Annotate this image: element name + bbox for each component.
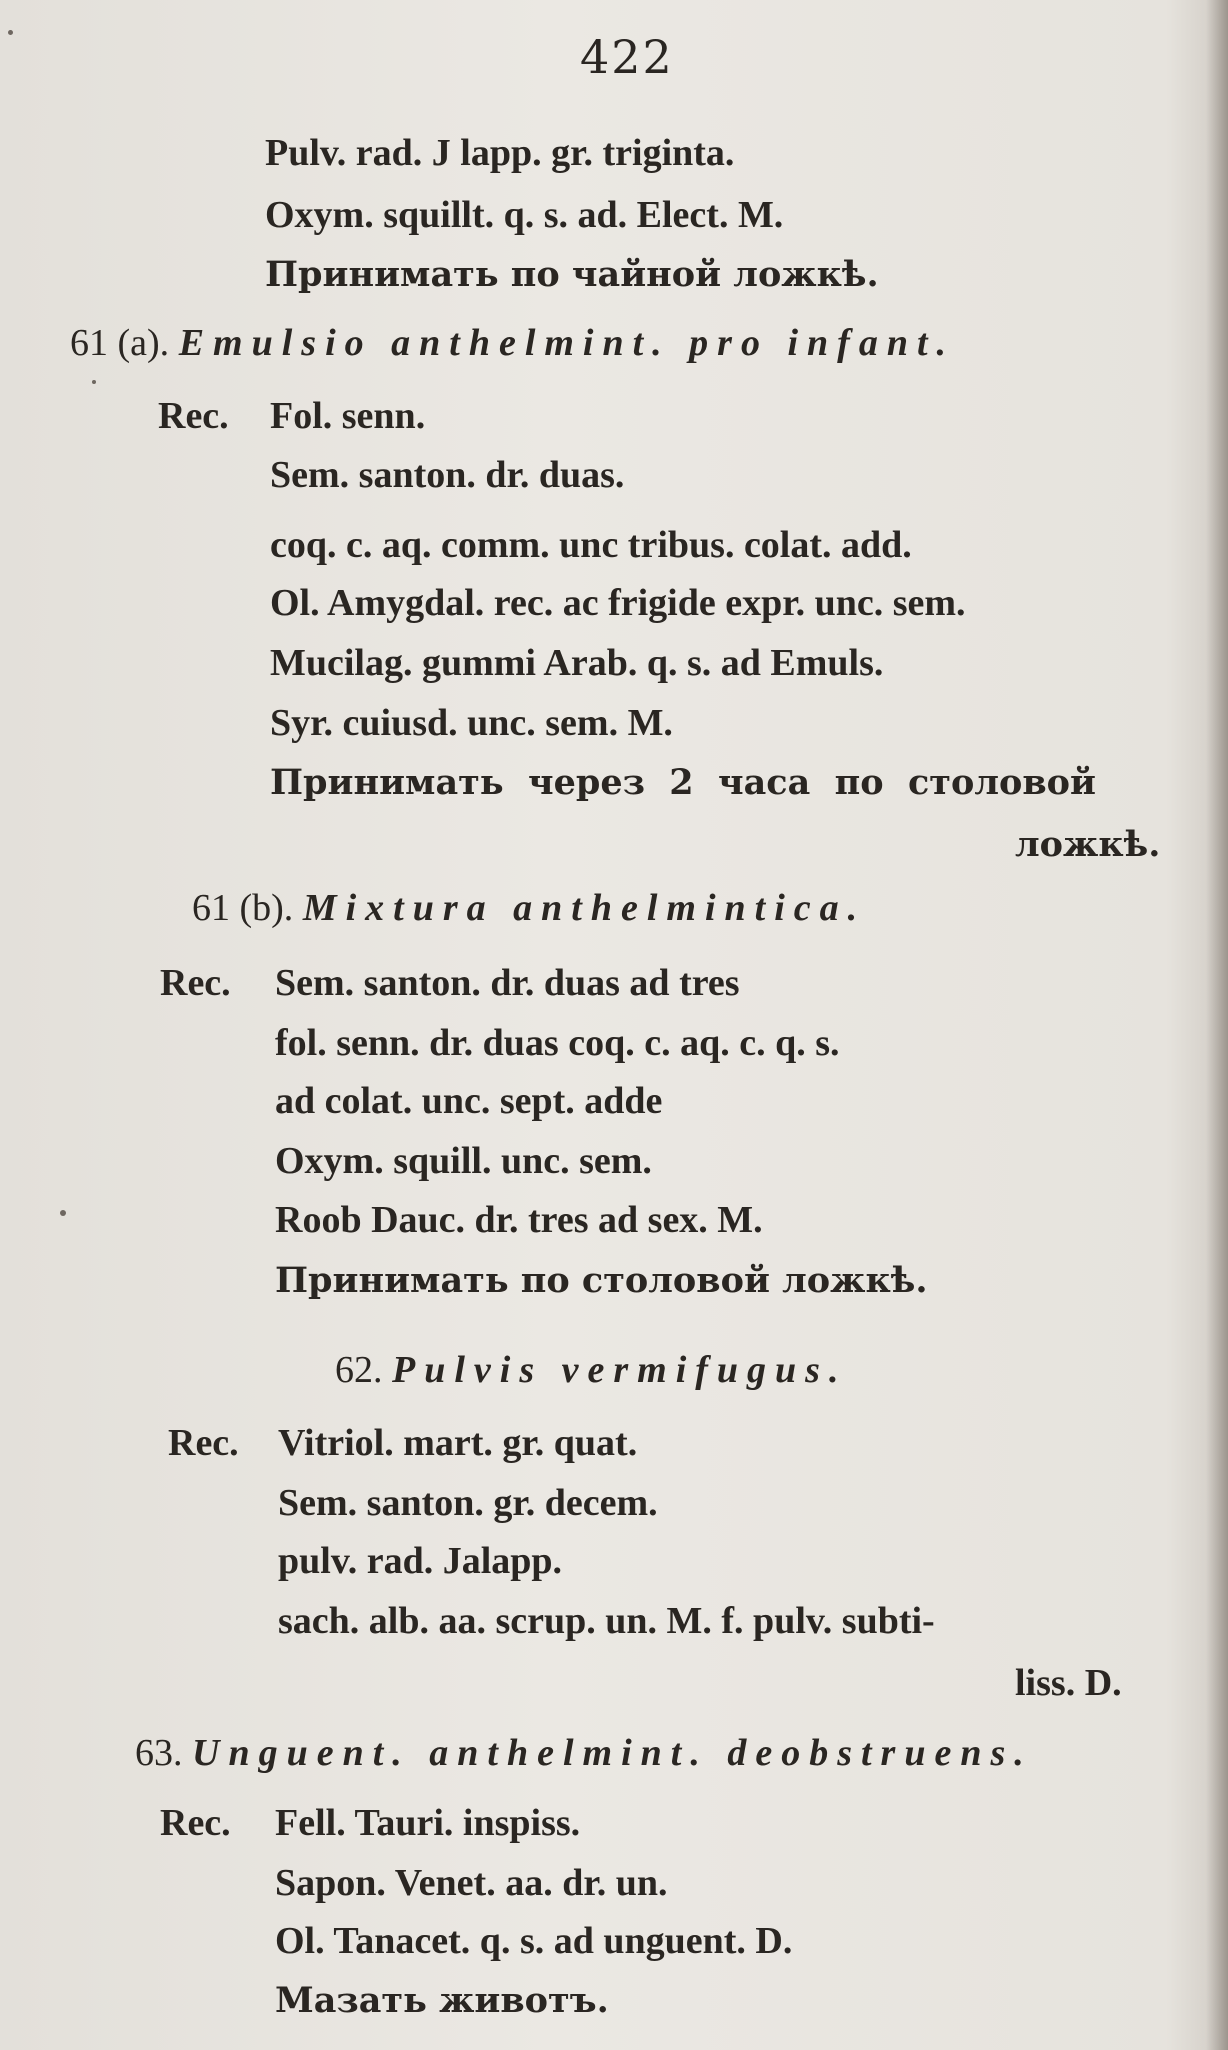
text-line: Sem. santon. dr. duas.	[270, 454, 625, 496]
paper-speck	[92, 380, 96, 384]
text-line: fol. senn. dr. duas coq. c. aq. c. q. s.	[275, 1022, 840, 1064]
text-line: Fell. Tauri. inspiss.	[275, 1802, 581, 1844]
text-line: Roob Dauc. dr. tres ad sex. M.	[275, 1199, 763, 1241]
recipe-title: Emulsio anthelmint. pro infant.	[178, 322, 956, 364]
text-line: Принимать по чайной ложкѣ.	[265, 254, 879, 295]
book-spine-shadow	[1206, 0, 1228, 2050]
text-line: Принимать по столовой ложкѣ.	[275, 1260, 928, 1301]
recipe-heading	[135, 1730, 1033, 1776]
recipe-number: 61 (a).	[70, 322, 170, 364]
recipe-title: Unguent. anthelmint. deobstruens.	[192, 1732, 1033, 1774]
text-line: Sapon. Venet. aa. dr. un.	[275, 1862, 668, 1904]
text-line: Oxym. squillt. q. s. ad. Elect. M.	[265, 194, 784, 236]
text-line: Vitriol. mart. gr. quat.	[278, 1422, 638, 1464]
rec-label: Rec.	[168, 1422, 239, 1464]
recipe-heading	[192, 885, 866, 931]
paper-speck	[60, 1210, 66, 1216]
text-line: ad colat. unc. sept. adde	[275, 1080, 663, 1122]
text-line: Fol. senn.	[270, 395, 426, 437]
recipe-number: 61 (b).	[192, 887, 294, 929]
paper-speck	[8, 30, 13, 35]
rec-label: Rec.	[158, 395, 229, 437]
text-line: sach. alb. aa. scrup. un. M. f. pulv. subti-	[278, 1600, 935, 1642]
text-line: Pulv. rad. J lapp. gr. triginta.	[265, 132, 735, 174]
rec-label: Rec.	[160, 962, 231, 1004]
recipe-heading	[335, 1347, 847, 1393]
text-line: Ol. Amygdal. rec. ac frigide expr. unc. sem.	[270, 582, 966, 624]
text-line: liss. D.	[1015, 1662, 1122, 1704]
text-line: Syr. cuiusd. unc. sem. M.	[270, 702, 673, 744]
recipe-number: 62.	[335, 1349, 383, 1391]
recipe-title: Pulvis vermifugus.	[392, 1349, 848, 1391]
text-line: ложкѣ.	[1015, 824, 1161, 865]
text-line: pulv. rad. Jalapp.	[278, 1540, 563, 1582]
recipe-title: Mixtura anthelmintica.	[302, 887, 867, 929]
page-number: 422	[580, 30, 674, 84]
text-line: Мазать животъ.	[275, 1980, 609, 2021]
text-line: Sem. santon. gr. decem.	[278, 1482, 658, 1524]
recipe-number: 63.	[135, 1732, 183, 1774]
text-line: Oxym. squill. unc. sem.	[275, 1140, 652, 1182]
text-line: Ol. Tanacet. q. s. ad unguent. D.	[275, 1920, 793, 1962]
text-line: Sem. santon. dr. duas ad tres	[275, 962, 740, 1004]
recipe-heading	[70, 320, 955, 366]
text-line: coq. c. aq. comm. unc tribus. colat. add.	[270, 524, 912, 566]
text-line: Принимать через 2 часа по столовой	[270, 762, 1096, 803]
rec-label: Rec.	[160, 1802, 231, 1844]
text-line: Mucilag. gummi Arab. q. s. ad Emuls.	[270, 642, 884, 684]
